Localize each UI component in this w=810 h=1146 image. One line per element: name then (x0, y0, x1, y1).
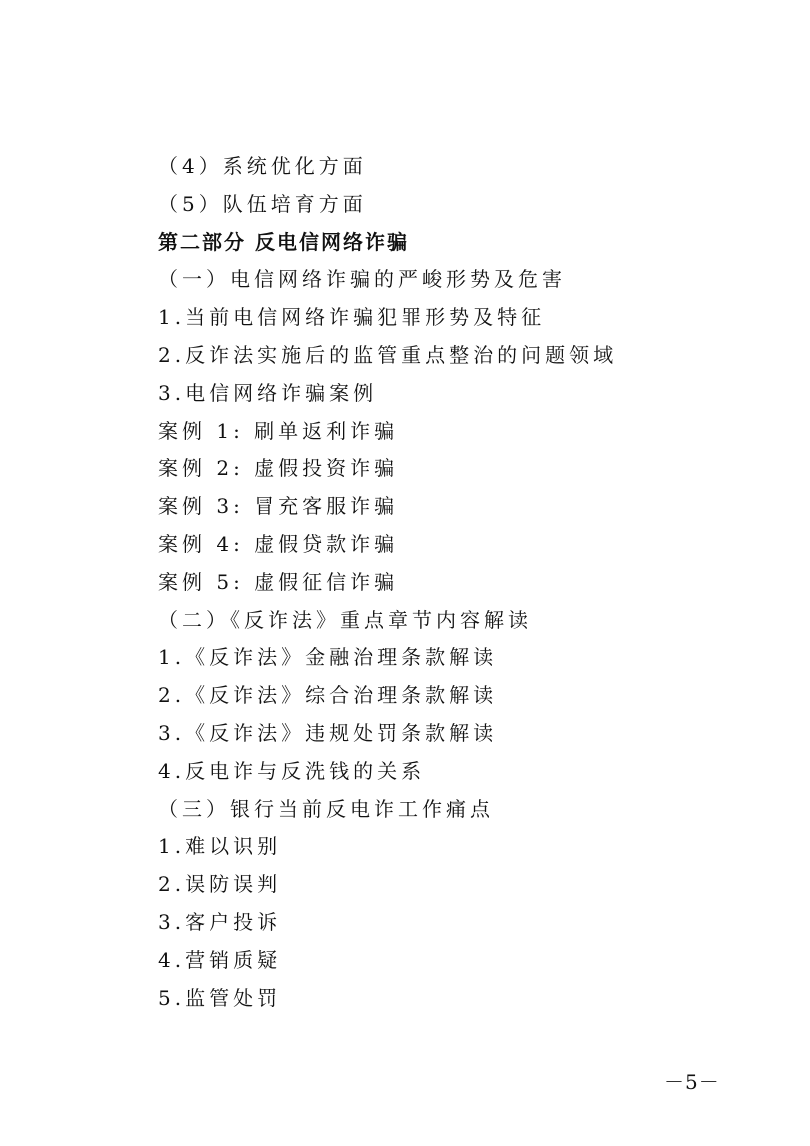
list-item: 1.《反诈法》金融治理条款解读 (158, 645, 498, 670)
section-item-system-optimization: （4）系统优化方面 (158, 154, 367, 178)
list-item: 1.当前电信网络诈骗犯罪形势及特征 (158, 305, 546, 330)
case-item: 案例 5: 虚假征信诈骗 (158, 569, 399, 594)
case-item: 案例 1: 刷单返利诈骗 (158, 418, 399, 443)
list-item: 3.《反诈法》违规处罚条款解读 (158, 720, 498, 745)
list-item: 1.难以识别 (158, 834, 282, 859)
list-item: 2.反诈法实施后的监管重点整治的问题领域 (158, 342, 618, 367)
list-item: 4.反电诈与反洗钱的关系 (158, 758, 426, 783)
list-item: 2.《反诈法》综合治理条款解读 (158, 683, 498, 708)
subsection-heading-2: （二）《反诈法》重点章节内容解读 (158, 607, 532, 632)
document-body (158, 148, 758, 1017)
subsection-heading-1: （一）电信网络诈骗的严峻形势及危害 (158, 267, 566, 292)
case-item: 案例 4: 虚假贷款诈骗 (158, 531, 399, 556)
page-number: －5－ (664, 1070, 720, 1094)
list-item: 5.监管处罚 (158, 985, 282, 1010)
list-item: 2.误防误判 (158, 872, 282, 897)
case-item: 案例 3: 冒充客服诈骗 (158, 494, 399, 519)
subsection-heading-3: （三）银行当前反电诈工作痛点 (158, 796, 494, 821)
list-item: 3.客户投诉 (158, 909, 282, 934)
list-item: 3.电信网络诈骗案例 (158, 380, 378, 405)
list-item: 4.营销质疑 (158, 947, 282, 972)
part-heading: 第二部分 反电信网络诈骗 (158, 229, 409, 254)
section-item-team-training: （5）队伍培育方面 (158, 191, 367, 216)
case-item: 案例 2: 虚假投资诈骗 (158, 456, 399, 481)
